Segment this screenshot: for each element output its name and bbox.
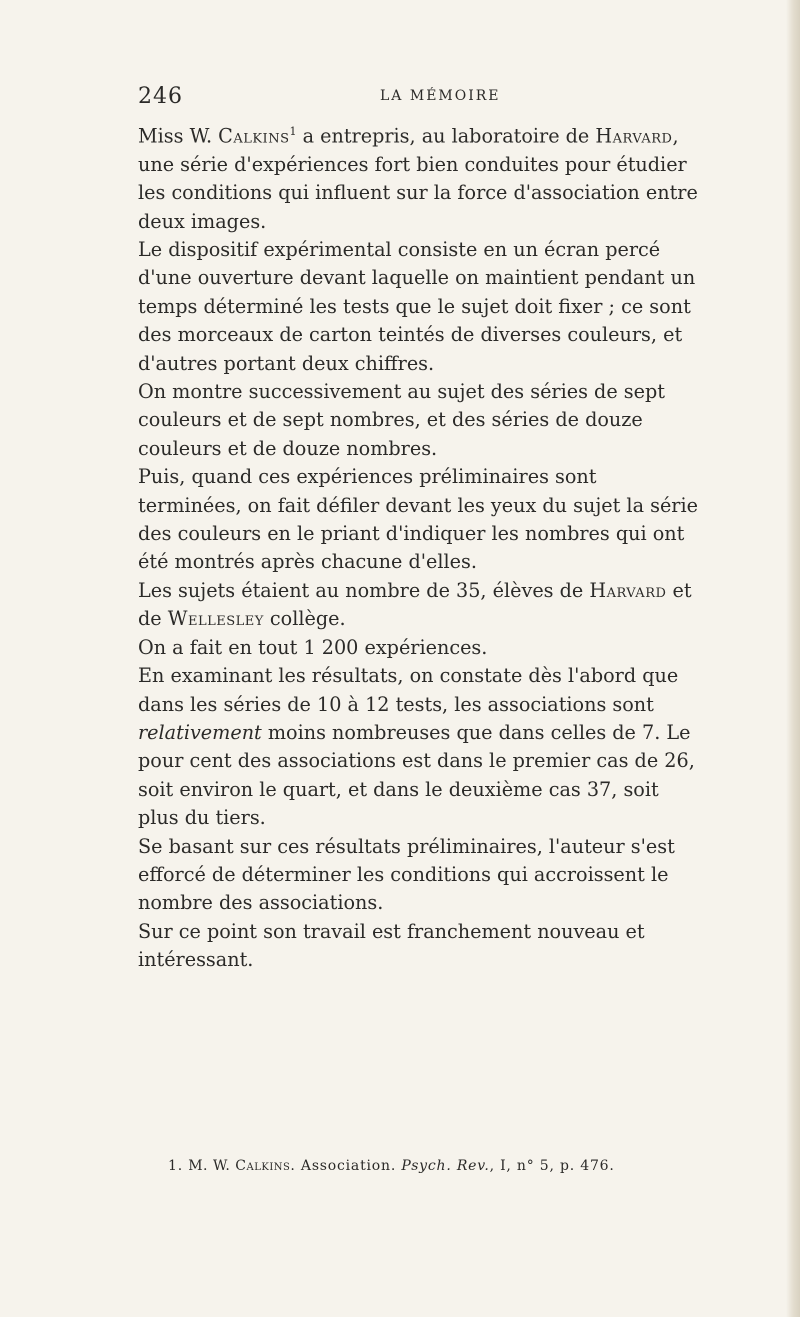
paragraph-4: Puis, quand ces expériences préliminaires sont terminées, on fait défiler devant les yeux du sujet la série des couleurs en le priant d'indiquer les nombres qui ont été montrés après chacune d'elles. <box>138 465 698 574</box>
paragraph-2: Le dispositif expérimental consiste en un écran percé d'une ouverture devant laquelle on maintient pendant un temps déterminé les tests que le sujet doit fixer ; ce sont des morceaux de carton teintés de diverses couleurs, et d'autres portant deux chiffres. <box>138 238 696 375</box>
paragraph-1-text-c: , une série d'expériences fort bien conduites pour étudier les conditions qui influent sur la force d'association entre deux images. <box>138 124 698 233</box>
author-name-calkins: Calkins <box>218 124 290 148</box>
running-title: LA MÉMOIRE <box>380 88 501 104</box>
paragraph-6: On a fait en tout 1 200 expériences. <box>138 635 488 659</box>
footnote <box>168 1158 708 1174</box>
place-harvard: Harvard <box>595 124 673 148</box>
footnote-marker: 1. <box>168 1158 189 1174</box>
paragraph-5 <box>138 577 704 634</box>
paragraph-7-text-a: En examinant les résultats, on constate dès l'abord que dans les séries de 10 à 12 tests, les associations sont <box>138 664 679 716</box>
paragraph-1-text-b: a entrepris, au laboratoire de <box>296 124 596 148</box>
paragraph-7 <box>138 662 704 832</box>
page-number: 246 <box>138 84 183 109</box>
paragraph-3: On montre successivement au sujet des séries de sept couleurs et de sept nombres, et des séries de douze couleurs et de douze nombres. <box>138 380 665 460</box>
paragraph-1 <box>138 118 704 236</box>
footnote-text-b: , I, n° 5, p. 476. <box>489 1158 615 1174</box>
footnote-reference[interactable]: 1 <box>289 125 297 138</box>
paragraph-8: Se basant sur ces résultats préliminaires, l'auteur s'est efforcé de déterminer les conditions qui accroissent le nombre des associations. <box>138 834 675 915</box>
footnote-author: M. W. Calkins <box>188 1158 291 1174</box>
paragraph-5-text-c: collège. <box>263 607 346 631</box>
place-wellesley: Wellesley <box>167 607 264 631</box>
paragraph-5-text-a: Les sujets étaient au nombre de 35, élèves de <box>138 578 590 602</box>
paragraph-5-text-b: et de <box>138 578 692 631</box>
paragraph-1-text-a: Miss W. <box>138 124 219 148</box>
paragraph-9: Sur ce point son travail est franchement nouveau et intéressant. <box>138 919 645 972</box>
footnote-text-a: . Association. <box>290 1158 402 1174</box>
emphasis-relativement: relativement <box>138 720 262 744</box>
paragraph-7-text-b: moins nombreuses que dans celles de 7. Le pour cent des associations est dans le premier cas de 26, soit environ le quart, et dans le deuxième cas 37, soit plus du tiers. <box>138 720 695 830</box>
footnote-journal: Psych. Rev. <box>401 1158 490 1174</box>
body-text <box>138 118 704 975</box>
page-edge-shadow <box>786 0 800 1317</box>
place-harvard-2: Harvard <box>589 578 667 602</box>
page-header <box>138 84 698 114</box>
